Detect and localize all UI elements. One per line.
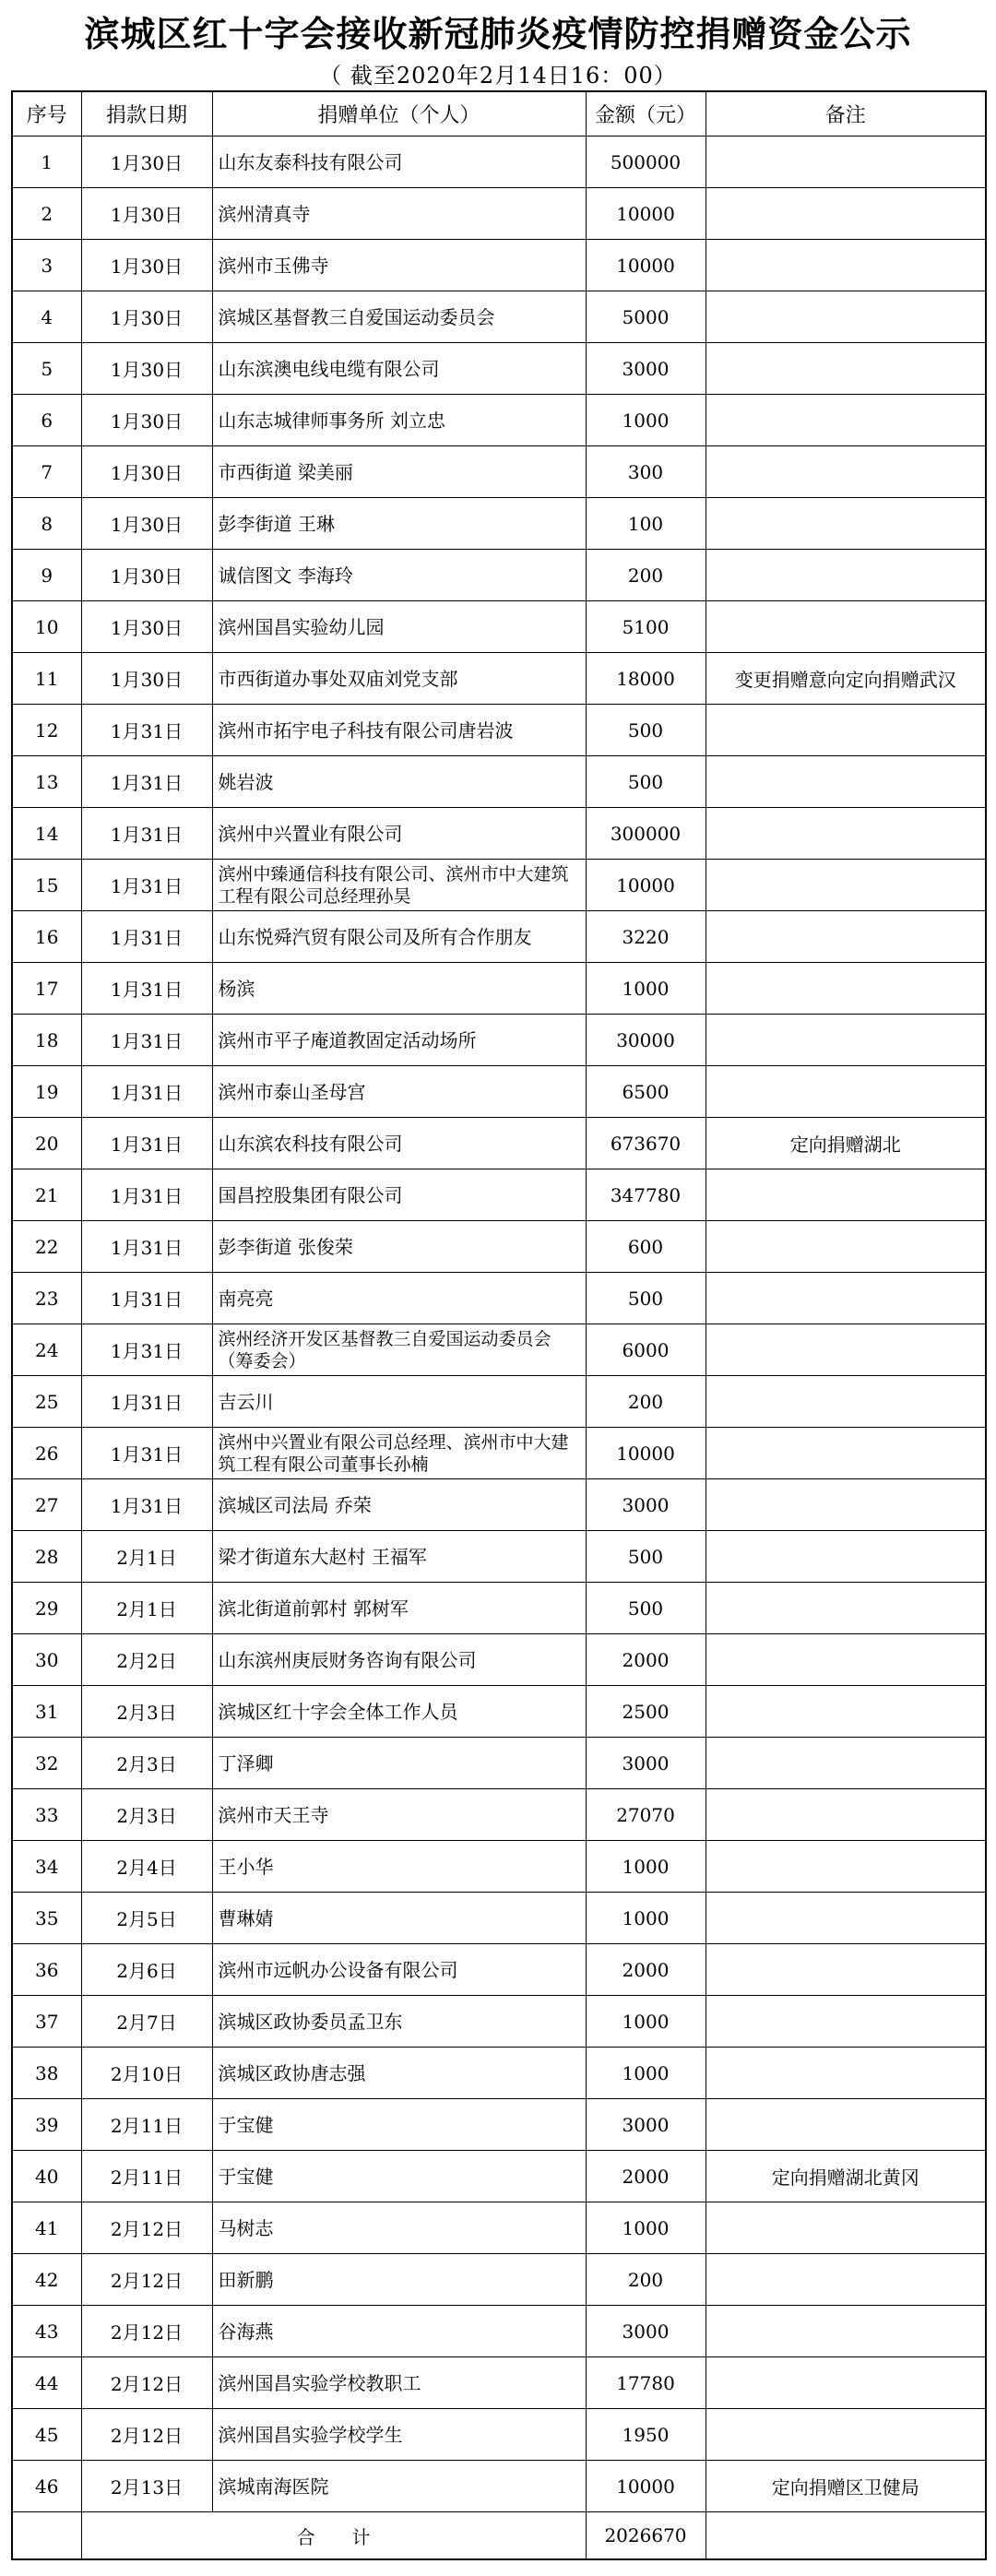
row-donor: 滨州中兴置业有限公司总经理、滨州市中大建筑工程有限公司董事长孙楠 (212, 1428, 586, 1479)
row-donor: 山东滨澳电线电缆有限公司 (212, 343, 586, 395)
table-row (12, 2099, 986, 2151)
row-note (706, 2306, 986, 2357)
row-number: 5 (12, 343, 81, 395)
table-row (12, 1324, 986, 1376)
row-number: 15 (12, 860, 81, 911)
row-date: 1月31日 (81, 1066, 212, 1118)
header-note: 备注 (706, 91, 986, 137)
row-number: 10 (12, 601, 81, 653)
row-donor: 市西街道 梁美丽 (212, 446, 586, 498)
row-amount: 200 (586, 1376, 706, 1428)
row-note (706, 343, 986, 395)
row-donor: 滨城区政协委员孟卫东 (212, 1996, 586, 2048)
row-donor: 滨州国昌实验学校学生 (212, 2409, 586, 2461)
row-note (706, 1944, 986, 1996)
row-date: 1月31日 (81, 1118, 212, 1169)
row-number: 32 (12, 1738, 81, 1789)
row-amount: 500 (586, 1273, 706, 1324)
row-date: 1月30日 (81, 653, 212, 705)
table-row (12, 1996, 986, 2048)
row-note (706, 911, 986, 963)
row-amount: 347780 (586, 1169, 706, 1221)
row-note (706, 756, 986, 808)
table-row (12, 1841, 986, 1893)
row-amount: 5100 (586, 601, 706, 653)
row-date: 2月2日 (81, 1634, 212, 1686)
table-row (12, 550, 986, 601)
row-donor: 滨州清真寺 (212, 188, 586, 240)
table-row (12, 1479, 986, 1531)
row-number: 25 (12, 1376, 81, 1428)
row-note: 定向捐赠湖北 (706, 1118, 986, 1169)
row-amount: 500 (586, 756, 706, 808)
row-date: 1月31日 (81, 1273, 212, 1324)
table-row (12, 1893, 986, 1944)
row-number: 42 (12, 2254, 81, 2306)
row-number: 9 (12, 550, 81, 601)
row-note (706, 498, 986, 550)
row-date: 2月1日 (81, 1531, 212, 1583)
row-number: 46 (12, 2461, 81, 2512)
table-row (12, 2461, 986, 2512)
row-note (706, 601, 986, 653)
row-number: 36 (12, 1944, 81, 1996)
row-amount: 600 (586, 1221, 706, 1273)
row-date: 1月30日 (81, 498, 212, 550)
row-note (706, 2357, 986, 2409)
row-date: 1月31日 (81, 860, 212, 911)
row-date: 2月12日 (81, 2409, 212, 2461)
row-note (706, 1996, 986, 2048)
row-note (706, 2048, 986, 2099)
row-amount: 200 (586, 2254, 706, 2306)
row-number: 43 (12, 2306, 81, 2357)
row-amount: 3000 (586, 1738, 706, 1789)
row-amount: 6500 (586, 1066, 706, 1118)
table-row (12, 911, 986, 963)
row-date: 1月31日 (81, 1376, 212, 1428)
row-number: 41 (12, 2202, 81, 2254)
row-number: 17 (12, 963, 81, 1015)
table-row (12, 1531, 986, 1583)
row-amount: 300000 (586, 808, 706, 860)
table-row (12, 1686, 986, 1738)
row-donor: 吉云川 (212, 1376, 586, 1428)
row-donor: 彭李街道 王琳 (212, 498, 586, 550)
row-number: 1 (12, 137, 81, 188)
row-amount: 300 (586, 446, 706, 498)
table-row (12, 756, 986, 808)
row-note (706, 963, 986, 1015)
row-number: 11 (12, 653, 81, 705)
row-amount: 2500 (586, 1686, 706, 1738)
row-donor: 滨州中兴置业有限公司 (212, 808, 586, 860)
row-date: 2月3日 (81, 1738, 212, 1789)
row-date: 1月30日 (81, 291, 212, 343)
row-amount: 10000 (586, 240, 706, 291)
table-row (12, 1428, 986, 1479)
row-date: 1月31日 (81, 1221, 212, 1273)
row-number: 31 (12, 1686, 81, 1738)
row-number: 3 (12, 240, 81, 291)
row-date: 2月3日 (81, 1789, 212, 1841)
row-note (706, 240, 986, 291)
row-amount: 17780 (586, 2357, 706, 2409)
table-row (12, 498, 986, 550)
row-number: 6 (12, 395, 81, 446)
row-date: 2月6日 (81, 1944, 212, 1996)
row-date: 1月30日 (81, 240, 212, 291)
table-row (12, 1066, 986, 1118)
row-donor: 梁才街道东大赵村 王福军 (212, 1531, 586, 1583)
total-amount: 2026670 (586, 2512, 706, 2560)
row-amount: 500 (586, 705, 706, 756)
row-amount: 18000 (586, 653, 706, 705)
row-donor: 滨北街道前郭村 郭树军 (212, 1583, 586, 1634)
total-note-cell (706, 2512, 986, 2560)
table-body (12, 137, 986, 2512)
row-note (706, 2202, 986, 2254)
row-note (706, 1221, 986, 1273)
table-row (12, 240, 986, 291)
row-note (706, 395, 986, 446)
row-date: 1月31日 (81, 1479, 212, 1531)
row-note (706, 1789, 986, 1841)
row-date: 2月12日 (81, 2202, 212, 2254)
row-number: 24 (12, 1324, 81, 1376)
row-amount: 1000 (586, 2048, 706, 2099)
header-donor: 捐赠单位（个人） (212, 91, 586, 137)
row-donor: 山东滨州庚辰财务咨询有限公司 (212, 1634, 586, 1686)
row-amount: 3220 (586, 911, 706, 963)
row-donor: 曹琳婧 (212, 1893, 586, 1944)
row-amount: 2000 (586, 1944, 706, 1996)
total-blank-cell (12, 2512, 81, 2560)
row-donor: 国昌控股集团有限公司 (212, 1169, 586, 1221)
table-row (12, 2409, 986, 2461)
row-number: 8 (12, 498, 81, 550)
row-amount: 6000 (586, 1324, 706, 1376)
table-row (12, 1789, 986, 1841)
row-note (706, 446, 986, 498)
table-row (12, 1738, 986, 1789)
row-number: 23 (12, 1273, 81, 1324)
row-date: 2月4日 (81, 1841, 212, 1893)
row-date: 1月31日 (81, 1169, 212, 1221)
row-donor: 滨州市玉佛寺 (212, 240, 586, 291)
row-number: 28 (12, 1531, 81, 1583)
row-amount: 5000 (586, 291, 706, 343)
table-row (12, 343, 986, 395)
row-number: 44 (12, 2357, 81, 2409)
row-note (706, 1893, 986, 1944)
row-note (706, 705, 986, 756)
table-row (12, 808, 986, 860)
table-row (12, 1015, 986, 1066)
row-amount: 10000 (586, 188, 706, 240)
row-date: 2月5日 (81, 1893, 212, 1944)
row-date: 2月11日 (81, 2151, 212, 2202)
row-donor: 滨州市天王寺 (212, 1789, 586, 1841)
page-subtitle: （ 截至2020年2月14日16：00） (319, 63, 677, 89)
total-label: 合 计 (81, 2512, 586, 2560)
row-date: 2月11日 (81, 2099, 212, 2151)
row-donor: 田新鹏 (212, 2254, 586, 2306)
row-amount: 1000 (586, 2202, 706, 2254)
row-note: 定向捐赠区卫健局 (706, 2461, 986, 2512)
row-number: 45 (12, 2409, 81, 2461)
row-number: 19 (12, 1066, 81, 1118)
row-amount: 2000 (586, 1634, 706, 1686)
row-amount: 500 (586, 1531, 706, 1583)
row-amount: 1000 (586, 1841, 706, 1893)
row-date: 2月3日 (81, 1686, 212, 1738)
row-donor: 滨州中臻通信科技有限公司、滨州市中大建筑工程有限公司总经理孙昊 (212, 860, 586, 911)
row-number: 21 (12, 1169, 81, 1221)
row-date: 1月31日 (81, 911, 212, 963)
row-donor: 滨城区红十字会全体工作人员 (212, 1686, 586, 1738)
row-date: 1月31日 (81, 756, 212, 808)
row-donor: 滨城南海医院 (212, 2461, 586, 2512)
row-amount: 1000 (586, 1996, 706, 2048)
row-donor: 市西街道办事处双庙刘党支部 (212, 653, 586, 705)
row-amount: 10000 (586, 2461, 706, 2512)
row-amount: 3000 (586, 343, 706, 395)
table-row (12, 2254, 986, 2306)
row-number: 22 (12, 1221, 81, 1273)
row-donor: 王小华 (212, 1841, 586, 1893)
header-date: 捐款日期 (81, 91, 212, 137)
row-amount: 500 (586, 1583, 706, 1634)
row-note (706, 1531, 986, 1583)
table-header-row (12, 91, 986, 137)
row-amount: 3000 (586, 2099, 706, 2151)
row-date: 1月30日 (81, 343, 212, 395)
row-number: 38 (12, 2048, 81, 2099)
row-donor: 丁泽卿 (212, 1738, 586, 1789)
row-date: 1月31日 (81, 1428, 212, 1479)
row-note (706, 1428, 986, 1479)
row-donor: 谷海燕 (212, 2306, 586, 2357)
table-row (12, 1118, 986, 1169)
row-number: 4 (12, 291, 81, 343)
row-number: 33 (12, 1789, 81, 1841)
row-date: 1月30日 (81, 188, 212, 240)
row-amount: 3000 (586, 1479, 706, 1531)
row-amount: 10000 (586, 1428, 706, 1479)
row-note (706, 808, 986, 860)
row-note (706, 550, 986, 601)
row-donor: 马树志 (212, 2202, 586, 2254)
row-donor: 滨州经济开发区基督教三自爱国运动委员会（筹委会） (212, 1324, 586, 1376)
table-row (12, 2306, 986, 2357)
row-donor: 滨州市平子庵道教固定活动场所 (212, 1015, 586, 1066)
row-number: 2 (12, 188, 81, 240)
row-donor: 滨城区司法局 乔荣 (212, 1479, 586, 1531)
row-date: 2月12日 (81, 2357, 212, 2409)
row-note (706, 1066, 986, 1118)
table-row (12, 2357, 986, 2409)
table-row (12, 601, 986, 653)
row-amount: 100 (586, 498, 706, 550)
table-row (12, 1221, 986, 1273)
row-donor: 山东友泰科技有限公司 (212, 137, 586, 188)
row-number: 35 (12, 1893, 81, 1944)
row-number: 20 (12, 1118, 81, 1169)
row-donor: 于宝健 (212, 2099, 586, 2151)
table-row (12, 1944, 986, 1996)
row-amount: 1000 (586, 963, 706, 1015)
row-note (706, 2099, 986, 2151)
row-date: 1月30日 (81, 137, 212, 188)
row-donor: 杨滨 (212, 963, 586, 1015)
row-note (706, 291, 986, 343)
row-amount: 1000 (586, 1893, 706, 1944)
header-no: 序号 (12, 91, 81, 137)
row-number: 12 (12, 705, 81, 756)
donation-table (11, 90, 987, 2560)
row-date: 2月7日 (81, 1996, 212, 2048)
row-donor: 滨州国昌实验幼儿园 (212, 601, 586, 653)
table-row (12, 137, 986, 188)
row-number: 7 (12, 446, 81, 498)
row-number: 27 (12, 1479, 81, 1531)
row-donor: 滨州市泰山圣母宫 (212, 1066, 586, 1118)
row-number: 39 (12, 2099, 81, 2151)
row-donor: 于宝健 (212, 2151, 586, 2202)
row-date: 1月30日 (81, 395, 212, 446)
row-note (706, 1376, 986, 1428)
row-date: 1月30日 (81, 550, 212, 601)
row-amount: 1000 (586, 395, 706, 446)
row-number: 34 (12, 1841, 81, 1893)
table-row (12, 446, 986, 498)
row-amount: 673670 (586, 1118, 706, 1169)
row-amount: 27070 (586, 1789, 706, 1841)
row-note (706, 1273, 986, 1324)
row-number: 13 (12, 756, 81, 808)
row-date: 1月31日 (81, 1324, 212, 1376)
table-row (12, 291, 986, 343)
table-row (12, 860, 986, 911)
row-donor: 山东滨农科技有限公司 (212, 1118, 586, 1169)
row-date: 2月1日 (81, 1583, 212, 1634)
row-note (706, 860, 986, 911)
row-note (706, 2254, 986, 2306)
row-number: 30 (12, 1634, 81, 1686)
row-date: 1月31日 (81, 808, 212, 860)
row-note (706, 2409, 986, 2461)
table-row (12, 1376, 986, 1428)
row-note (706, 1324, 986, 1376)
row-donor: 滨城区基督教三自爱国运动委员会 (212, 291, 586, 343)
row-date: 1月30日 (81, 601, 212, 653)
row-date: 2月12日 (81, 2306, 212, 2357)
row-note (706, 1634, 986, 1686)
row-donor: 山东悦舜汽贸有限公司及所有合作朋友 (212, 911, 586, 963)
row-donor: 姚岩波 (212, 756, 586, 808)
row-note (706, 1686, 986, 1738)
table-row (12, 653, 986, 705)
row-donor: 滨州市拓宇电子科技有限公司唐岩波 (212, 705, 586, 756)
row-date: 2月13日 (81, 2461, 212, 2512)
row-note: 变更捐赠意向定向捐赠武汉 (706, 653, 986, 705)
row-note (706, 1583, 986, 1634)
table-row (12, 2151, 986, 2202)
row-amount: 10000 (586, 860, 706, 911)
table-row (12, 188, 986, 240)
row-date: 1月31日 (81, 705, 212, 756)
row-donor: 彭李街道 张俊荣 (212, 1221, 586, 1273)
row-amount: 2000 (586, 2151, 706, 2202)
document-sheet (11, 7, 985, 2560)
row-note (706, 1479, 986, 1531)
table-row (12, 1583, 986, 1634)
table-row (12, 705, 986, 756)
row-amount: 1950 (586, 2409, 706, 2461)
table-row (12, 1169, 986, 1221)
table-row (12, 2048, 986, 2099)
row-donor: 滨州国昌实验学校教职工 (212, 2357, 586, 2409)
row-note (706, 1841, 986, 1893)
row-number: 14 (12, 808, 81, 860)
row-note: 定向捐赠湖北黄冈 (706, 2151, 986, 2202)
row-number: 18 (12, 1015, 81, 1066)
table-row (12, 1273, 986, 1324)
row-note (706, 188, 986, 240)
row-donor: 诚信图文 李海玲 (212, 550, 586, 601)
page-title: 滨城区红十字会接收新冠肺炎疫情防控捐赠资金公示 (84, 13, 912, 54)
table-row (12, 2202, 986, 2254)
row-date: 1月31日 (81, 1015, 212, 1066)
header-amount: 金额（元） (586, 91, 706, 137)
row-amount: 200 (586, 550, 706, 601)
row-amount: 30000 (586, 1015, 706, 1066)
table-row (12, 1634, 986, 1686)
row-donor: 南亮亮 (212, 1273, 586, 1324)
row-date: 2月10日 (81, 2048, 212, 2099)
total-row (12, 2512, 986, 2560)
row-date: 2月12日 (81, 2254, 212, 2306)
table-row (12, 395, 986, 446)
row-amount: 3000 (586, 2306, 706, 2357)
row-date: 1月30日 (81, 446, 212, 498)
row-number: 16 (12, 911, 81, 963)
row-number: 40 (12, 2151, 81, 2202)
row-number: 29 (12, 1583, 81, 1634)
row-note (706, 1015, 986, 1066)
row-note (706, 137, 986, 188)
row-number: 37 (12, 1996, 81, 2048)
row-number: 26 (12, 1428, 81, 1479)
row-note (706, 1169, 986, 1221)
row-date: 1月31日 (81, 963, 212, 1015)
row-donor: 滨城区政协唐志强 (212, 2048, 586, 2099)
row-note (706, 1738, 986, 1789)
table-row (12, 963, 986, 1015)
row-donor: 滨州市远帆办公设备有限公司 (212, 1944, 586, 1996)
row-amount: 500000 (586, 137, 706, 188)
row-donor: 山东志城律师事务所 刘立忠 (212, 395, 586, 446)
